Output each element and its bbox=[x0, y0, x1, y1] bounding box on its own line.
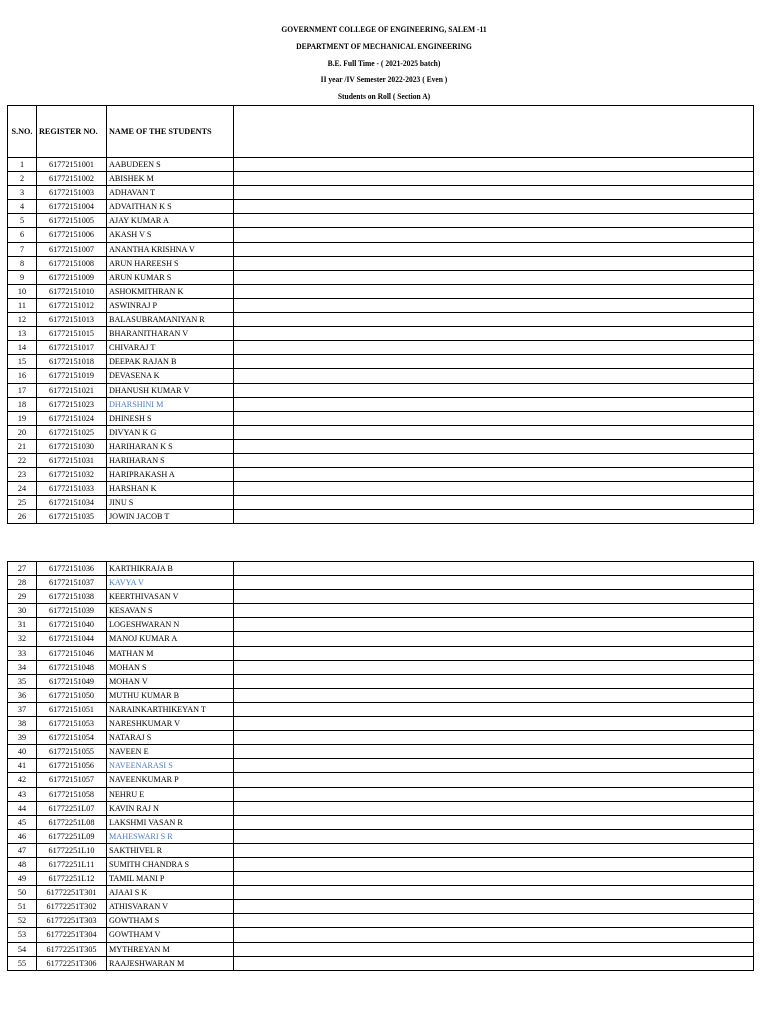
register-no-cell: 61772251L07 bbox=[37, 801, 107, 815]
blank-cell bbox=[234, 787, 754, 801]
table-row bbox=[8, 270, 754, 284]
register-no-cell: 61772251L11 bbox=[37, 857, 107, 871]
student-name-cell: NAVEEN E bbox=[107, 745, 234, 759]
table-row bbox=[8, 801, 754, 815]
student-name-cell: DHARSHINI M bbox=[107, 397, 234, 411]
sno-cell: 28 bbox=[8, 576, 37, 590]
register-no-cell: 61772151051 bbox=[37, 702, 107, 716]
student-name-cell: HARIPRAKASH A bbox=[107, 468, 234, 482]
student-name-cell: KEERTHIVASAN V bbox=[107, 590, 234, 604]
blank-cell bbox=[234, 660, 754, 674]
table-row bbox=[8, 242, 754, 256]
blank-cell bbox=[234, 914, 754, 928]
sno-cell: 34 bbox=[8, 660, 37, 674]
register-no-cell: 61772151049 bbox=[37, 674, 107, 688]
register-no-cell: 61772151030 bbox=[37, 439, 107, 453]
table-row bbox=[8, 702, 754, 716]
register-no-cell: 61772151054 bbox=[37, 731, 107, 745]
student-name-cell: AJAAI S K bbox=[107, 886, 234, 900]
register-no-cell: 61772251L10 bbox=[37, 843, 107, 857]
column-header-sno: S.NO. bbox=[8, 106, 37, 158]
blank-cell bbox=[234, 200, 754, 214]
table-row bbox=[8, 590, 754, 604]
blank-cell bbox=[234, 604, 754, 618]
table-row bbox=[8, 646, 754, 660]
register-no-cell: 61772151038 bbox=[37, 590, 107, 604]
department-title: DEPARTMENT OF MECHANICAL ENGINEERING bbox=[296, 41, 472, 51]
register-no-cell: 61772251L08 bbox=[37, 815, 107, 829]
register-no-cell: 61772151005 bbox=[37, 214, 107, 228]
sno-cell: 52 bbox=[8, 914, 37, 928]
sno-cell: 8 bbox=[8, 256, 37, 270]
student-name-cell: AABUDEEN S bbox=[107, 158, 234, 172]
table-row bbox=[8, 214, 754, 228]
sno-cell: 36 bbox=[8, 688, 37, 702]
register-no-cell: 61772151021 bbox=[37, 383, 107, 397]
sno-cell: 48 bbox=[8, 857, 37, 871]
register-no-cell: 61772151053 bbox=[37, 717, 107, 731]
blank-cell bbox=[234, 872, 754, 886]
blank-cell bbox=[234, 383, 754, 397]
blank-cell bbox=[234, 562, 754, 576]
sno-cell: 17 bbox=[8, 383, 37, 397]
sno-cell: 54 bbox=[8, 942, 37, 956]
register-no-cell: 61772151033 bbox=[37, 482, 107, 496]
students-table-part2 bbox=[7, 561, 754, 971]
student-name-cell: MATHAN M bbox=[107, 646, 234, 660]
blank-cell bbox=[234, 618, 754, 632]
register-no-cell: 61772151025 bbox=[37, 425, 107, 439]
program-title: B.E. Full Time - ( 2021-2025 batch) bbox=[327, 58, 441, 68]
blank-cell bbox=[234, 256, 754, 270]
blank-cell bbox=[234, 158, 754, 172]
blank-cell bbox=[234, 242, 754, 256]
sno-cell: 44 bbox=[8, 801, 37, 815]
students-table-part1 bbox=[7, 105, 754, 524]
register-no-cell: 61772251T305 bbox=[37, 942, 107, 956]
table-row bbox=[8, 186, 754, 200]
blank-cell bbox=[234, 298, 754, 312]
table-row bbox=[8, 900, 754, 914]
student-name-cell: CHIVARAJ T bbox=[107, 341, 234, 355]
column-header-register-no: REGISTER NO. bbox=[37, 106, 107, 158]
table-row bbox=[8, 942, 754, 956]
student-name-cell: DEVASENA K bbox=[107, 369, 234, 383]
student-name-cell: JINU S bbox=[107, 496, 234, 510]
document-header bbox=[0, 22, 768, 106]
blank-cell bbox=[234, 632, 754, 646]
student-name-cell: GOWTHAM V bbox=[107, 928, 234, 942]
sno-cell: 23 bbox=[8, 468, 37, 482]
student-name-cell: ANANTHA KRISHNA V bbox=[107, 242, 234, 256]
sno-cell: 31 bbox=[8, 618, 37, 632]
sno-cell: 3 bbox=[8, 186, 37, 200]
table-row bbox=[8, 383, 754, 397]
sno-cell: 20 bbox=[8, 425, 37, 439]
sno-cell: 55 bbox=[8, 956, 37, 970]
student-name-cell: KESAVAN S bbox=[107, 604, 234, 618]
register-no-cell: 61772251L12 bbox=[37, 872, 107, 886]
student-name-cell: RAAJESHWARAN M bbox=[107, 956, 234, 970]
column-header-name: NAME OF THE STUDENTS bbox=[107, 106, 234, 158]
register-no-cell: 61772151031 bbox=[37, 453, 107, 467]
sno-cell: 13 bbox=[8, 327, 37, 341]
blank-cell bbox=[234, 801, 754, 815]
sno-cell: 35 bbox=[8, 674, 37, 688]
sno-cell: 42 bbox=[8, 773, 37, 787]
sno-cell: 14 bbox=[8, 341, 37, 355]
register-no-cell: 61772151039 bbox=[37, 604, 107, 618]
student-name-cell: SAKTHIVEL R bbox=[107, 843, 234, 857]
register-no-cell: 61772151046 bbox=[37, 646, 107, 660]
blank-cell bbox=[234, 928, 754, 942]
sno-cell: 18 bbox=[8, 397, 37, 411]
table-row bbox=[8, 576, 754, 590]
student-name-cell: ARUN HAREESH S bbox=[107, 256, 234, 270]
table-row bbox=[8, 604, 754, 618]
blank-cell bbox=[234, 886, 754, 900]
sno-cell: 27 bbox=[8, 562, 37, 576]
sno-cell: 40 bbox=[8, 745, 37, 759]
student-name-cell: NAVEENKUMAR P bbox=[107, 773, 234, 787]
register-no-cell: 61772151032 bbox=[37, 468, 107, 482]
blank-cell bbox=[234, 843, 754, 857]
sno-cell: 50 bbox=[8, 886, 37, 900]
table-row bbox=[8, 200, 754, 214]
student-name-cell: LOGESHWARAN N bbox=[107, 618, 234, 632]
sno-cell: 24 bbox=[8, 482, 37, 496]
sno-cell: 19 bbox=[8, 411, 37, 425]
sno-cell: 10 bbox=[8, 284, 37, 298]
student-name-cell: NAVEENARASI S bbox=[107, 759, 234, 773]
blank-cell bbox=[234, 482, 754, 496]
sno-cell: 41 bbox=[8, 759, 37, 773]
sno-cell: 37 bbox=[8, 702, 37, 716]
sno-cell: 1 bbox=[8, 158, 37, 172]
blank-cell bbox=[234, 702, 754, 716]
register-no-cell: 61772151044 bbox=[37, 632, 107, 646]
sno-cell: 12 bbox=[8, 313, 37, 327]
register-no-cell: 61772251T303 bbox=[37, 914, 107, 928]
register-no-cell: 61772151058 bbox=[37, 787, 107, 801]
table-row bbox=[8, 327, 754, 341]
semester-title: II year /IV Semester 2022-2023 ( Even ) bbox=[320, 75, 448, 85]
register-no-cell: 61772151050 bbox=[37, 688, 107, 702]
blank-cell bbox=[234, 313, 754, 327]
register-no-cell: 61772151055 bbox=[37, 745, 107, 759]
blank-cell bbox=[234, 186, 754, 200]
blank-cell bbox=[234, 759, 754, 773]
student-name-cell: DEEPAK RAJAN B bbox=[107, 355, 234, 369]
table-row bbox=[8, 815, 754, 829]
table-row bbox=[8, 674, 754, 688]
student-name-cell: LAKSHMI VASAN R bbox=[107, 815, 234, 829]
student-name-cell: MAHESWARI S R bbox=[107, 829, 234, 843]
register-no-cell: 61772151019 bbox=[37, 369, 107, 383]
blank-cell bbox=[234, 397, 754, 411]
sno-cell: 33 bbox=[8, 646, 37, 660]
register-no-cell: 61772151037 bbox=[37, 576, 107, 590]
table-row bbox=[8, 172, 754, 186]
blank-cell bbox=[234, 270, 754, 284]
register-no-cell: 61772151036 bbox=[37, 562, 107, 576]
table-row bbox=[8, 298, 754, 312]
table-row bbox=[8, 886, 754, 900]
register-no-cell: 61772251T306 bbox=[37, 956, 107, 970]
register-no-cell: 61772151024 bbox=[37, 411, 107, 425]
table-row bbox=[8, 731, 754, 745]
blank-cell bbox=[234, 411, 754, 425]
student-name-cell: MOHAN V bbox=[107, 674, 234, 688]
blank-cell bbox=[234, 956, 754, 970]
blank-cell bbox=[234, 341, 754, 355]
table-header-row bbox=[8, 106, 754, 158]
table-row bbox=[8, 787, 754, 801]
student-name-cell: HARSHAN K bbox=[107, 482, 234, 496]
blank-cell bbox=[234, 355, 754, 369]
table-row bbox=[8, 482, 754, 496]
sno-cell: 4 bbox=[8, 200, 37, 214]
register-no-cell: 61772151001 bbox=[37, 158, 107, 172]
sno-cell: 47 bbox=[8, 843, 37, 857]
college-title: GOVERNMENT COLLEGE OF ENGINEERING, SALEM -11 bbox=[281, 25, 487, 34]
sno-cell: 29 bbox=[8, 590, 37, 604]
student-name-cell: ATHISVARAN V bbox=[107, 900, 234, 914]
student-name-cell: ARUN KUMAR S bbox=[107, 270, 234, 284]
register-no-cell: 61772151013 bbox=[37, 313, 107, 327]
blank-cell bbox=[234, 857, 754, 871]
student-name-cell: MYTHREYAN M bbox=[107, 942, 234, 956]
register-no-cell: 61772151017 bbox=[37, 341, 107, 355]
student-name-cell: DIVYAN K G bbox=[107, 425, 234, 439]
sno-cell: 9 bbox=[8, 270, 37, 284]
register-no-cell: 61772251T302 bbox=[37, 900, 107, 914]
blank-cell bbox=[234, 439, 754, 453]
column-header-blank bbox=[234, 106, 754, 158]
blank-cell bbox=[234, 590, 754, 604]
blank-cell bbox=[234, 674, 754, 688]
sno-cell: 32 bbox=[8, 632, 37, 646]
blank-cell bbox=[234, 942, 754, 956]
student-name-cell: HARIHARAN K S bbox=[107, 439, 234, 453]
sno-cell: 46 bbox=[8, 829, 37, 843]
sno-cell: 2 bbox=[8, 172, 37, 186]
table-row bbox=[8, 745, 754, 759]
student-name-cell: ASWINRAJ P bbox=[107, 298, 234, 312]
table-row bbox=[8, 369, 754, 383]
register-no-cell: 61772151057 bbox=[37, 773, 107, 787]
register-no-cell: 61772151003 bbox=[37, 186, 107, 200]
register-no-cell: 61772151040 bbox=[37, 618, 107, 632]
blank-cell bbox=[234, 468, 754, 482]
blank-cell bbox=[234, 510, 754, 524]
blank-cell bbox=[234, 731, 754, 745]
table-row bbox=[8, 313, 754, 327]
register-no-cell: 61772151004 bbox=[37, 200, 107, 214]
table-row bbox=[8, 688, 754, 702]
register-no-cell: 61772151009 bbox=[37, 270, 107, 284]
sno-cell: 38 bbox=[8, 717, 37, 731]
table-row bbox=[8, 857, 754, 871]
table-row bbox=[8, 717, 754, 731]
table-row bbox=[8, 284, 754, 298]
register-no-cell: 61772151007 bbox=[37, 242, 107, 256]
blank-cell bbox=[234, 900, 754, 914]
register-no-cell: 61772151023 bbox=[37, 397, 107, 411]
table-row bbox=[8, 439, 754, 453]
student-name-cell: KARTHIKRAJA B bbox=[107, 562, 234, 576]
sno-cell: 49 bbox=[8, 872, 37, 886]
register-no-cell: 61772151034 bbox=[37, 496, 107, 510]
student-name-cell: MOHAN S bbox=[107, 660, 234, 674]
register-no-cell: 61772151010 bbox=[37, 284, 107, 298]
student-name-cell: HARIHARAN S bbox=[107, 453, 234, 467]
student-name-cell: MUTHU KUMAR B bbox=[107, 688, 234, 702]
sno-cell: 7 bbox=[8, 242, 37, 256]
register-no-cell: 61772151006 bbox=[37, 228, 107, 242]
table-row bbox=[8, 425, 754, 439]
table-row bbox=[8, 453, 754, 467]
student-name-cell: NARAINKARTHIKEYAN T bbox=[107, 702, 234, 716]
student-name-cell: ADHAVAN T bbox=[107, 186, 234, 200]
blank-cell bbox=[234, 688, 754, 702]
table-row bbox=[8, 843, 754, 857]
blank-cell bbox=[234, 369, 754, 383]
blank-cell bbox=[234, 496, 754, 510]
student-name-cell: BALASUBRAMANIYAN R bbox=[107, 313, 234, 327]
table-row bbox=[8, 158, 754, 172]
blank-cell bbox=[234, 453, 754, 467]
student-name-cell: MANOJ KUMAR A bbox=[107, 632, 234, 646]
student-name-cell: NATARAJ S bbox=[107, 731, 234, 745]
sno-cell: 16 bbox=[8, 369, 37, 383]
student-name-cell: AKASH V S bbox=[107, 228, 234, 242]
table-row bbox=[8, 468, 754, 482]
register-no-cell: 61772251L09 bbox=[37, 829, 107, 843]
sno-cell: 21 bbox=[8, 439, 37, 453]
table-row bbox=[8, 411, 754, 425]
table-row bbox=[8, 496, 754, 510]
table-row bbox=[8, 773, 754, 787]
student-name-cell: KAVIN RAJ N bbox=[107, 801, 234, 815]
sno-cell: 39 bbox=[8, 731, 37, 745]
register-no-cell: 61772251T301 bbox=[37, 886, 107, 900]
table-row bbox=[8, 632, 754, 646]
section-title: Students on Roll ( Section A) bbox=[337, 92, 431, 102]
blank-cell bbox=[234, 773, 754, 787]
table-row bbox=[8, 510, 754, 524]
table-row bbox=[8, 256, 754, 270]
register-no-cell: 61772151056 bbox=[37, 759, 107, 773]
sno-cell: 43 bbox=[8, 787, 37, 801]
student-name-cell: DHINESH S bbox=[107, 411, 234, 425]
student-name-cell: GOWTHAM S bbox=[107, 914, 234, 928]
blank-cell bbox=[234, 228, 754, 242]
student-name-cell: NARESHKUMAR V bbox=[107, 717, 234, 731]
student-name-cell: AJAY KUMAR A bbox=[107, 214, 234, 228]
blank-cell bbox=[234, 815, 754, 829]
student-name-cell: JOWIN JACOB T bbox=[107, 510, 234, 524]
table-row bbox=[8, 928, 754, 942]
register-no-cell: 61772151015 bbox=[37, 327, 107, 341]
sno-cell: 11 bbox=[8, 298, 37, 312]
blank-cell bbox=[234, 214, 754, 228]
student-name-cell: BHARANITHARAN V bbox=[107, 327, 234, 341]
table-row bbox=[8, 397, 754, 411]
student-name-cell: ABISHEK M bbox=[107, 172, 234, 186]
blank-cell bbox=[234, 576, 754, 590]
sno-cell: 25 bbox=[8, 496, 37, 510]
sno-cell: 51 bbox=[8, 900, 37, 914]
register-no-cell: 61772151018 bbox=[37, 355, 107, 369]
table-row bbox=[8, 355, 754, 369]
blank-cell bbox=[234, 425, 754, 439]
student-name-cell: KAVYA V bbox=[107, 576, 234, 590]
blank-cell bbox=[234, 284, 754, 298]
sno-cell: 26 bbox=[8, 510, 37, 524]
sno-cell: 30 bbox=[8, 604, 37, 618]
register-no-cell: 61772151048 bbox=[37, 660, 107, 674]
table-row bbox=[8, 759, 754, 773]
table-row bbox=[8, 872, 754, 886]
student-name-cell: NEHRU E bbox=[107, 787, 234, 801]
sno-cell: 5 bbox=[8, 214, 37, 228]
register-no-cell: 61772151008 bbox=[37, 256, 107, 270]
register-no-cell: 61772151002 bbox=[37, 172, 107, 186]
blank-cell bbox=[234, 829, 754, 843]
table-row bbox=[8, 914, 754, 928]
student-name-cell: ASHOKMITHRAN K bbox=[107, 284, 234, 298]
student-name-cell: SUMITH CHANDRA S bbox=[107, 857, 234, 871]
blank-cell bbox=[234, 327, 754, 341]
sno-cell: 45 bbox=[8, 815, 37, 829]
blank-cell bbox=[234, 745, 754, 759]
sno-cell: 6 bbox=[8, 228, 37, 242]
register-no-cell: 61772151035 bbox=[37, 510, 107, 524]
table-row bbox=[8, 341, 754, 355]
blank-cell bbox=[234, 646, 754, 660]
student-name-cell: TAMIL MANI P bbox=[107, 872, 234, 886]
sno-cell: 53 bbox=[8, 928, 37, 942]
table-row bbox=[8, 660, 754, 674]
student-name-cell: ADVAITHAN K S bbox=[107, 200, 234, 214]
table-row bbox=[8, 562, 754, 576]
table-row bbox=[8, 829, 754, 843]
sno-cell: 15 bbox=[8, 355, 37, 369]
table-row bbox=[8, 228, 754, 242]
sno-cell: 22 bbox=[8, 453, 37, 467]
blank-cell bbox=[234, 172, 754, 186]
blank-cell bbox=[234, 717, 754, 731]
register-no-cell: 61772151012 bbox=[37, 298, 107, 312]
student-name-cell: DHANUSH KUMAR V bbox=[107, 383, 234, 397]
register-no-cell: 61772251T304 bbox=[37, 928, 107, 942]
table-row bbox=[8, 956, 754, 970]
table-row bbox=[8, 618, 754, 632]
